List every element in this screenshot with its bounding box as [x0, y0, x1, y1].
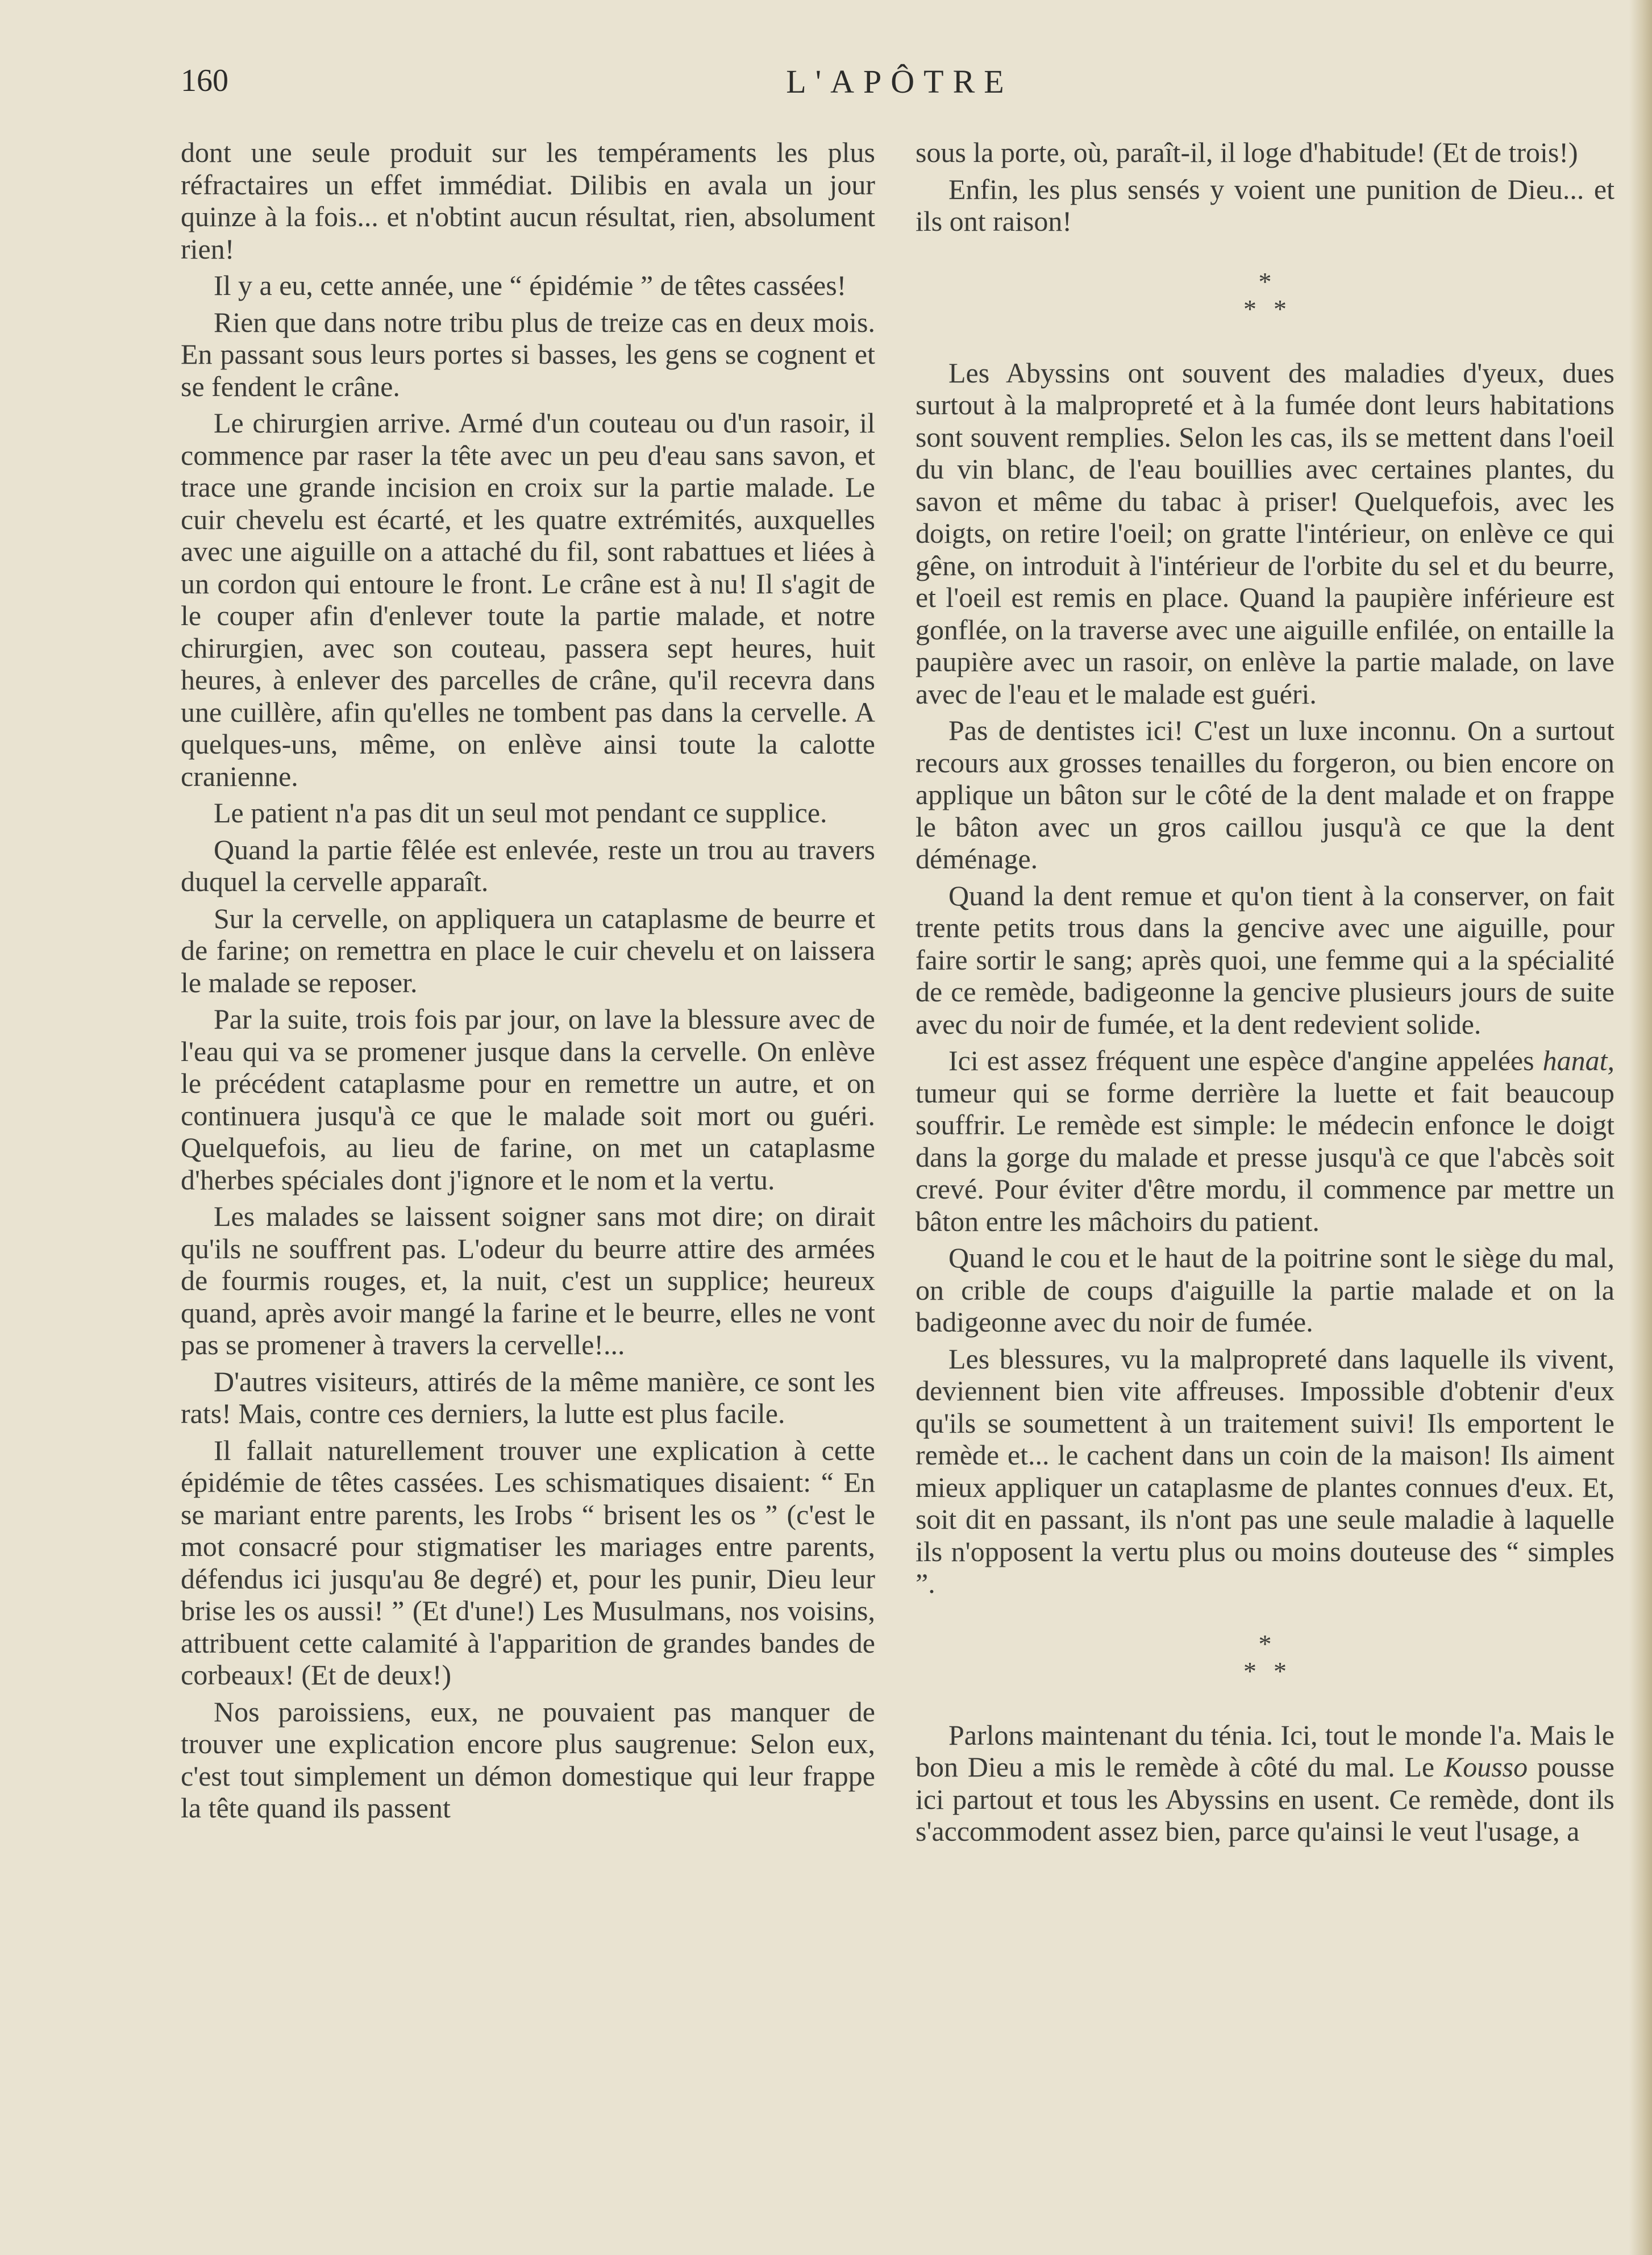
paragraph	[916, 1719, 1614, 1848]
paragraph: Par la suite, trois fois par jour, on lave la blessure avec de l'eau qui va se promener jusque dans la cervelle. On enlève le précédent cataplasme pour en remettre un autre, et on continuera jusqu'à ce que le malade soit mort ou guéri. Quelquefois, au lieu de farine, on met un cataplasme d'herbes spéciales dont j'ignore et le nom et la vertu.	[181, 1003, 875, 1196]
paragraph: Il fallait naturellement trouver une explication à cette épidémie de têtes cassées. Les schismatiques disaient: “ En se mariant entre parents, les Irobs “ brisent les os ” (c'est le mot consacré pour stigmatiser les mariages entre parents, défendus ici jusqu'au 8e degré) et, pour les punir, Dieu leur brise les os aussi! ” (Et d'une!) Les Musulmans, nos voisins, attribuent cette calamité à l'apparition de grandes bandes de corbeaux! (Et de deux!)	[181, 1434, 875, 1691]
page-header	[181, 63, 1618, 114]
asterisk: *	[1243, 1656, 1274, 1686]
page-edge	[1629, 0, 1652, 2255]
asterisk: *	[1274, 294, 1304, 323]
paragraph: sous la porte, où, paraît-il, il loge d'habitude! (Et de trois!)	[916, 136, 1578, 168]
paragraph: D'autres visiteurs, attirés de la même manière, ce sont les rats! Mais, contre ces derniers, la lutte est plus facile.	[181, 1365, 875, 1429]
asterisk: *	[1274, 1656, 1304, 1686]
paragraph: Le chirurgien arrive. Armé d'un couteau ou d'un rasoir, il commence par raser la tête avec un peu d'eau sans savon, et trace une grande incision en croix sur la partie malade. Le cuir chevelu est écarté, et les quatre extrémités, auxquelles avec une aiguille on a attaché du fil, sont rabattues et liées à un cordon qui entoure le front. Le crâne est à nu! Il s'agit de le couper afin d'enlever toute la partie malade, et notre chirurgien, avec son couteau, passera sept heures, huit heures, à enlever des parcelles de crâne, qu'il recevra dans une cuillère, afin qu'elles ne tombent pas dans la cervelle. A quelques-uns, même, on enlève ainsi toute la calotte cranienne.	[181, 407, 875, 792]
italic-term: hanat,	[1542, 1045, 1614, 1076]
italic-term: Kousso	[1443, 1751, 1528, 1783]
section-separator	[916, 268, 1614, 323]
text-run: tumeur qui se forme derrière la luette et fait beaucoup souffrir. Le remède est simple: le médecin enfonce le doigt dans la gorge du malade et presse jusqu'à ce que l'abcès soit crevé. Pour éviter d'être mordu, il commence par mettre un bâton entre les mâchoirs du patient.	[916, 1076, 1614, 1237]
asterisk: *	[1243, 294, 1274, 323]
paragraph: Rien que dans notre tribu plus de treize cas en deux mois. En passant sous leurs portes si basses, les gens se cognent et se fendent le crâne.	[181, 306, 875, 402]
asterisk: *	[1258, 1629, 1289, 1658]
section-separator	[916, 1630, 1614, 1685]
paragraph: Enfin, les plus sensés y voient une punition de Dieu... et ils ont raison!	[916, 173, 1614, 237]
paragraph: Les malades se laissent soigner sans mot dire; on dirait qu'ils ne souffrent pas. L'odeur du beurre attire des armées de fourmis rouges, et, la nuit, c'est un supplice; heureux quand, après avoir mangé la farine et le beurre, elles ne vont pas se promener à travers la cervelle!...	[181, 1200, 875, 1361]
paragraph: Quand le cou et le haut de la poitrine sont le siège du mal, on crible de coups d'aiguille la partie malade et on la badigeonne avec du noir de fumée.	[916, 1242, 1614, 1338]
paragraph	[916, 1045, 1614, 1237]
paragraph: Il y a eu, cette année, une “ épidémie ” de têtes cassées!	[214, 269, 847, 301]
asterisk: *	[1258, 267, 1289, 296]
paragraph: Sur la cervelle, on appliquera un cataplasme de beurre et de farine; on remettra en place le cuir chevelu et on laissera le malade se reposer.	[181, 902, 875, 998]
paragraph: Quand la partie fêlée est enlevée, reste un trou au travers duquel la cervelle apparaît.	[181, 833, 875, 897]
right-column	[916, 136, 1614, 1852]
paragraph: Pas de dentistes ici! C'est un luxe inconnu. On a surtout recours aux grosses tenailles du forgeron, ou bien encore on applique un bâton sur le côté de la dent malade et on frappe le bâton avec un gros caillou jusqu'à ce que la dent déménage.	[916, 714, 1614, 875]
asterisk-row	[933, 296, 1614, 323]
page-number: 160	[181, 63, 228, 98]
paragraph: Les Abyssins ont souvent des maladies d'yeux, dues surtout à la malpropreté et à la fumée dont leurs habitations sont souvent remplies. Selon les cas, ils se mettent dans l'oeil du vin blanc, de l'eau bouillies avec certaines plantes, du savon et même du tabac à priser! Quelquefois, avec les doigts, on retire l'oeil; on gratte l'intérieur, on enlève ce qui gêne, on introduit à l'intérieur de l'orbite du sel et du beurre, et l'oeil est remis en place. Quand la paupière inférieure est gonflée, on la traverse avec une aiguille enfilée, on entaille la paupière avec un rasoir, on enlève la partie malade, on lave avec de l'eau et le malade est guéri.	[916, 356, 1614, 710]
paragraph: Nos paroissiens, eux, ne pouvaient pas manquer de trouver une explication encore plus saugrenue: Selon eux, c'est tout simplement un démon domestique qui leur frappe la tête quand ils passent	[181, 1695, 875, 1824]
text-run: pousse ici partout et tous les Abyssins en usent. Ce remède, dont ils s'accommodent assez bien, parce qu'ainsi le veut l'usage, a	[916, 1751, 1614, 1847]
paragraph: Les blessures, vu la malpropreté dans laquelle ils vivent, deviennent bien vite affreuses. Impossible d'obtenir d'eux qu'ils se soumettent à un traitement suivi! Ils emportent le remède et... le cachent dans un coin de la maison! Ils aiment mieux appliquer un cataplasme de plantes connues d'eux. Et, soit dit en passant, ils n'ont pas une seule maladie à laquelle ils n'opposent la vertu plus ou moins douteuse des “ simples ”.	[916, 1342, 1614, 1599]
text-run: Ici est assez fréquent une espèce d'angine appelées	[948, 1045, 1543, 1076]
paragraph: dont une seule produit sur les tempéraments les plus réfractaires un effet immédiat. Dilibis en avala un jour quinze à la fois... et n'obtint aucun résultat, rien, absolument rien!	[181, 136, 875, 265]
text-run: Parlons maintenant du ténia. Ici, tout le monde l'a. Mais le bon Dieu a mis le remède à côté du mal. Le	[916, 1719, 1614, 1783]
left-column	[181, 136, 875, 1829]
paragraph: Quand la dent remue et qu'on tient à la conserver, on fait trente petits trous dans la gencive avec une aiguille, pour faire sortir le sang; après quoi, une femme qui a la spécialité de ce remède, badigeonne la gencive plusieurs jours de suite avec du noir de fumée, et la dent redevient solide.	[916, 879, 1614, 1040]
asterisk-row	[933, 1658, 1614, 1685]
paragraph: Le patient n'a pas dit un seul mot pendant ce supplice.	[214, 797, 827, 829]
running-title: L'APÔTRE	[786, 63, 1013, 100]
